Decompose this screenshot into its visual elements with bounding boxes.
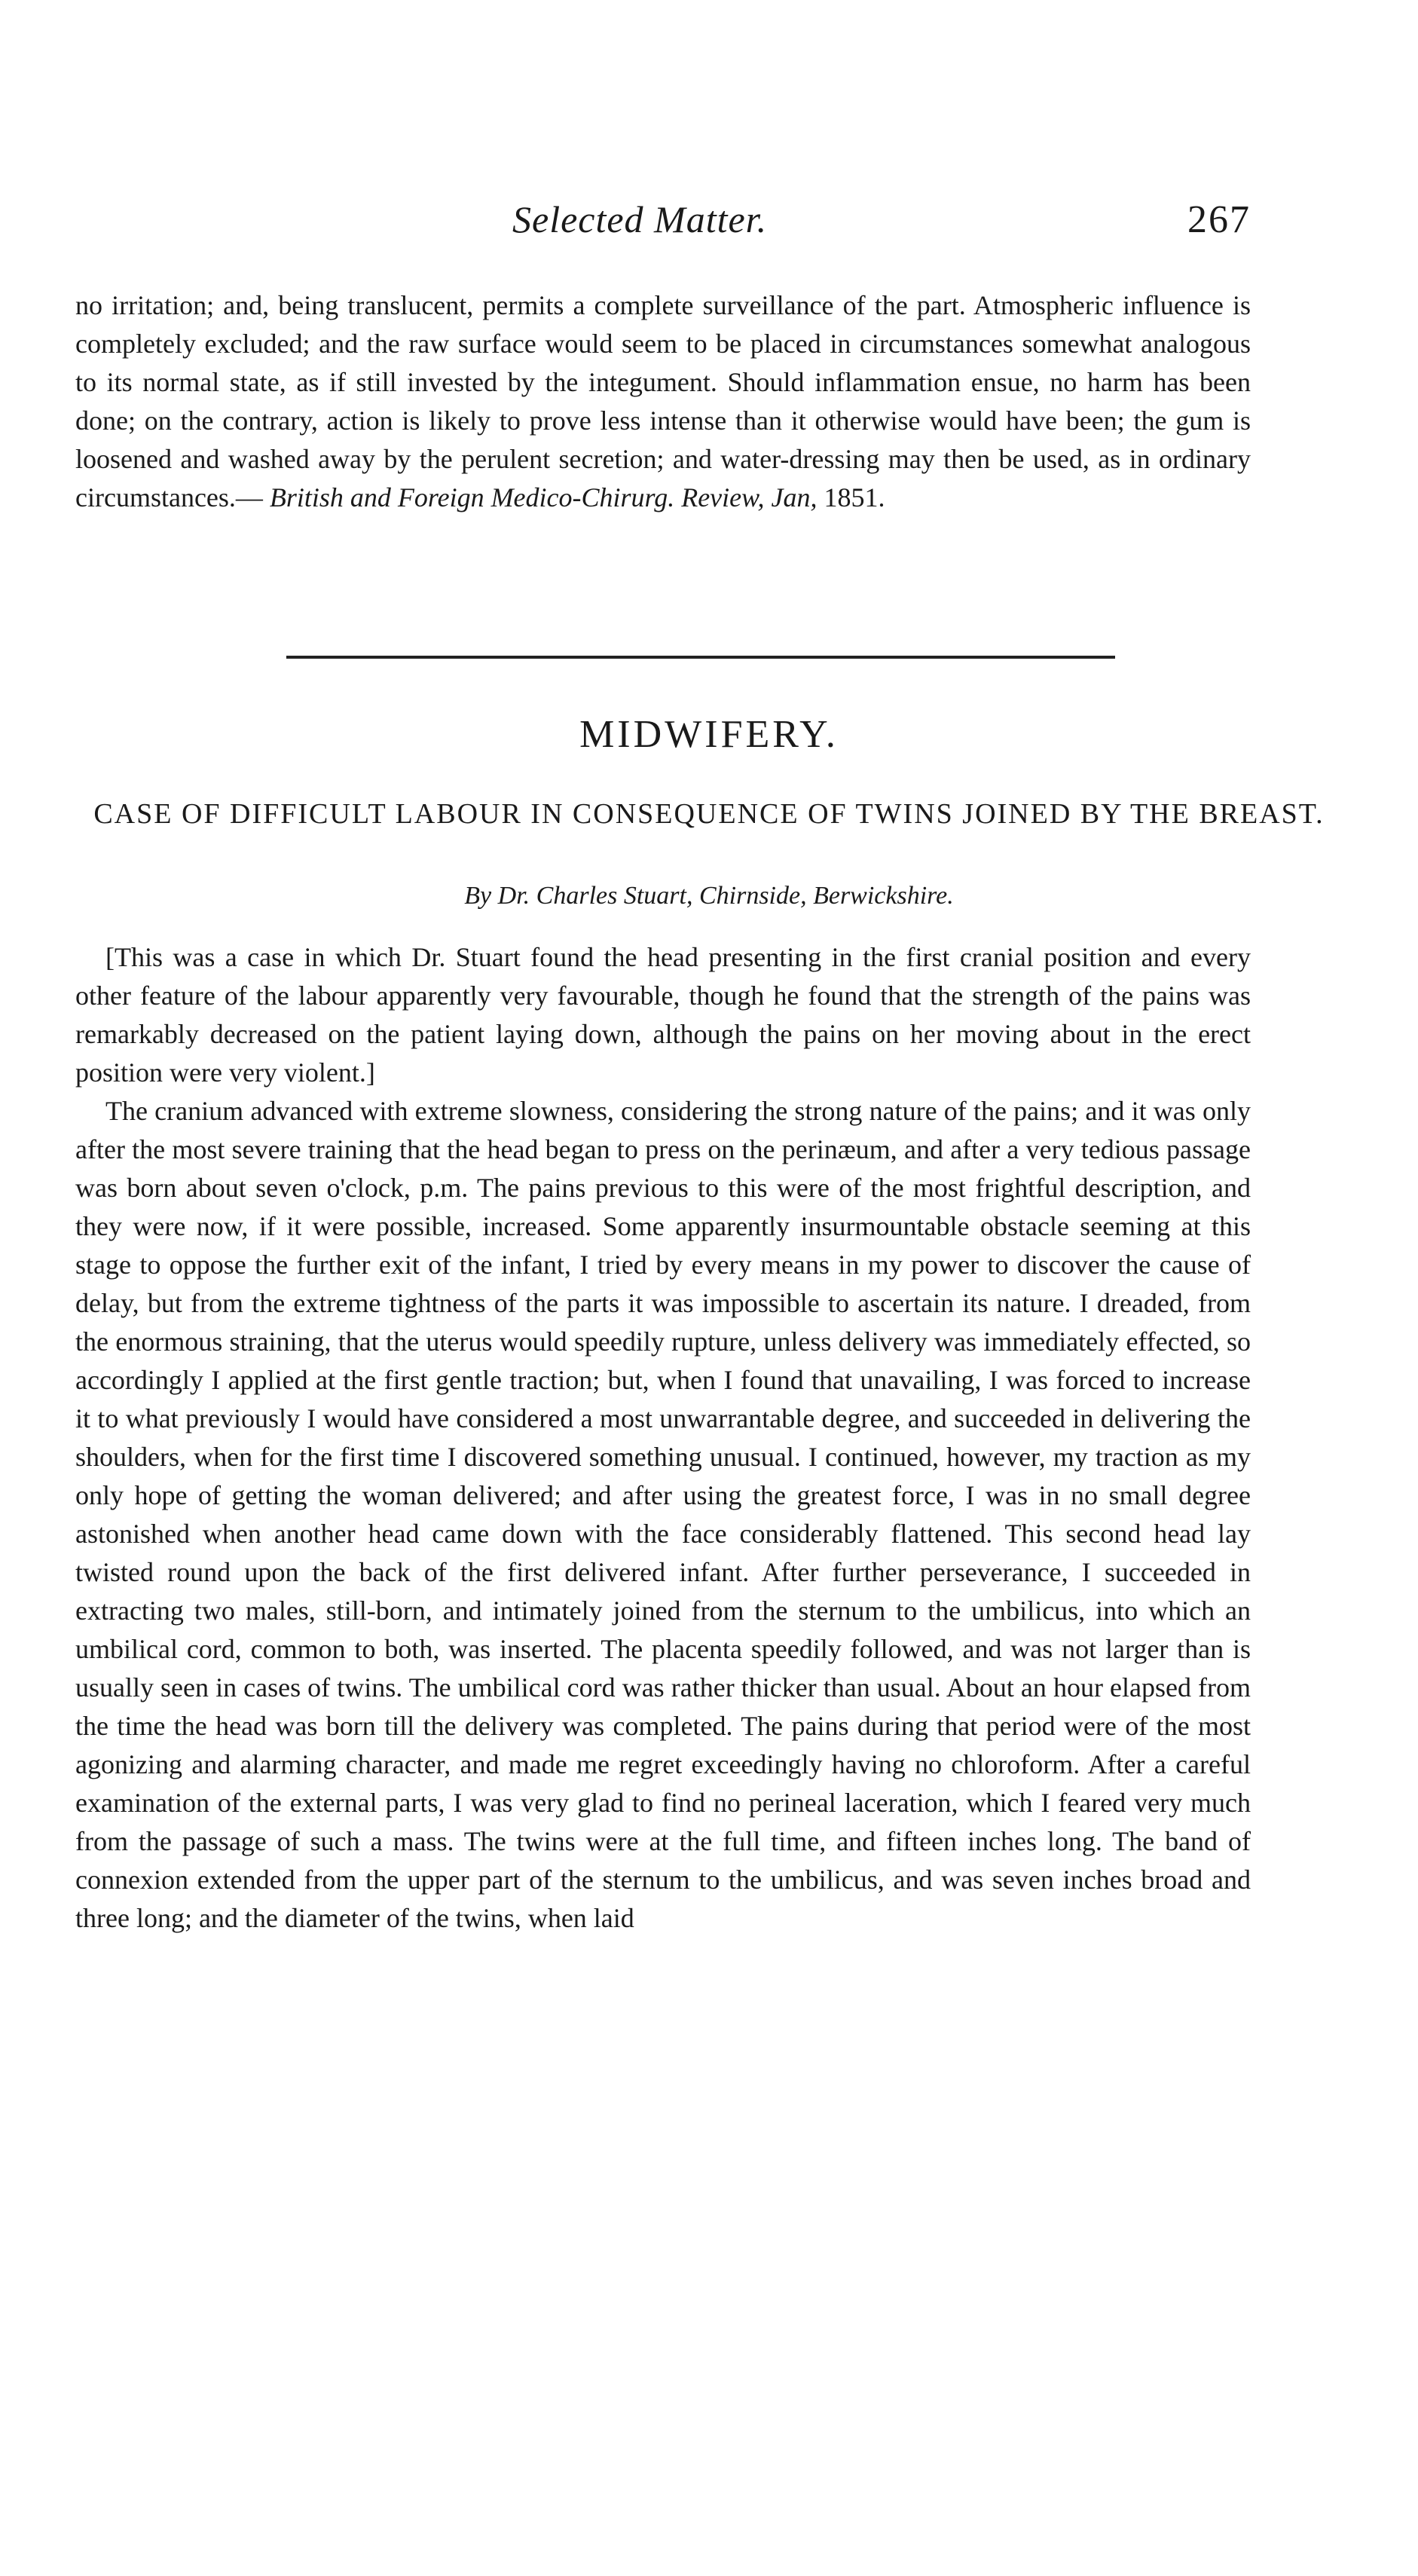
page-number: 267	[1187, 198, 1251, 241]
body-paragraph: The cranium advanced with extreme slowness, considering the strong nature of the pains; and it was only after the most severe training that the head began to press on the perinæum, and after a very tedious passage was born about seven o'clock, p.m. The pains previous to this were of the most frightful description, and they were now, if it were possible, increased. Some apparently insurmountable obstacle seeming at this stage to oppose the further exit of the infant, I tried by every means in my power to discover the cause of delay, but from the extreme tightness of the parts it was impossible to ascertain its nature. I dreaded, from the enormous straining, that the uterus would speedily rupture, unless delivery was immediately effected, so accordingly I applied at the first gentle traction; but, when I found that unavailing, I was forced to increase it to what previously I would have considered a most unwarrantable degree, and succeeded in delivering the shoulders, when for the first time I discovered something unusual. I continued, however, my traction as my only hope of getting the woman delivered; and after using the greatest force, I was in no small degree astonished when another head came down with the face considerably flattened. This second head lay twisted round upon the back of the first delivered infant. After further perseverance, I succeeded in extracting two males, still-born, and intimately joined from the sternum to the umbilicus, into which an umbilical cord, common to both, was inserted. The placenta speedily followed, and was not larger than is usually seen in cases of twins. The umbilical cord was rather thicker than usual. About an hour elapsed from the time the head was born till the delivery was completed. The pains during that period were of the most agonizing and alarming character, and made me regret exceedingly having no chloroform. After a careful examination of the external parts, I was very glad to find no perineal laceration, which I feared very much from the passage of such a mass. The twins were at the full time, and fifteen inches long. The band of connexion extended from the upper part of the sternum to the umbilicus, and was seven inches broad and three long; and the diameter of the twins, when laid	[75, 1096, 1251, 1933]
running-header	[75, 197, 1251, 250]
citation-year: 1851.	[824, 482, 885, 512]
article-title: CASE OF DIFFICULT LABOUR IN CONSEQUENCE OF TWINS JOINED BY THE BREAST.	[93, 798, 1325, 830]
continued-article	[75, 286, 1251, 517]
running-title: Selected Matter.	[512, 198, 768, 240]
article-body	[75, 938, 1251, 1938]
section-divider	[286, 656, 1115, 659]
summary-paragraph: [This was a case in which Dr. Stuart found the head presenting in the first cranial position and every other feature of the labour apparently very favourable, though he found that the strength of the pains was remarkably decreased on the patient laying down, although the pains on her moving about in the erect position were very violent.]	[75, 942, 1251, 1088]
continued-body: no irritation; and, being translucent, permits a complete surveillance of the part. Atmospheric influence is completely excluded; and the raw surface would seem to be placed in circumstances somewhat analogous to its normal state, as if still invested by the integument. Should inflammation ensue, no harm has been done; on the contrary, action is likely to prove less intense than it otherwise would have been; the gum is loosened and washed away by the perulent secretion; and water-dressing may then be used, as in ordinary circumstances.—	[75, 290, 1251, 512]
citation-source: British and Foreign Medico-Chirurg. Review, Jan,	[269, 482, 817, 512]
article-byline: By Dr. Charles Stuart, Chirnside, Berwickshire.	[464, 882, 954, 910]
section-heading: MIDWIFERY.	[579, 713, 839, 756]
continued-paragraph	[75, 286, 1251, 517]
